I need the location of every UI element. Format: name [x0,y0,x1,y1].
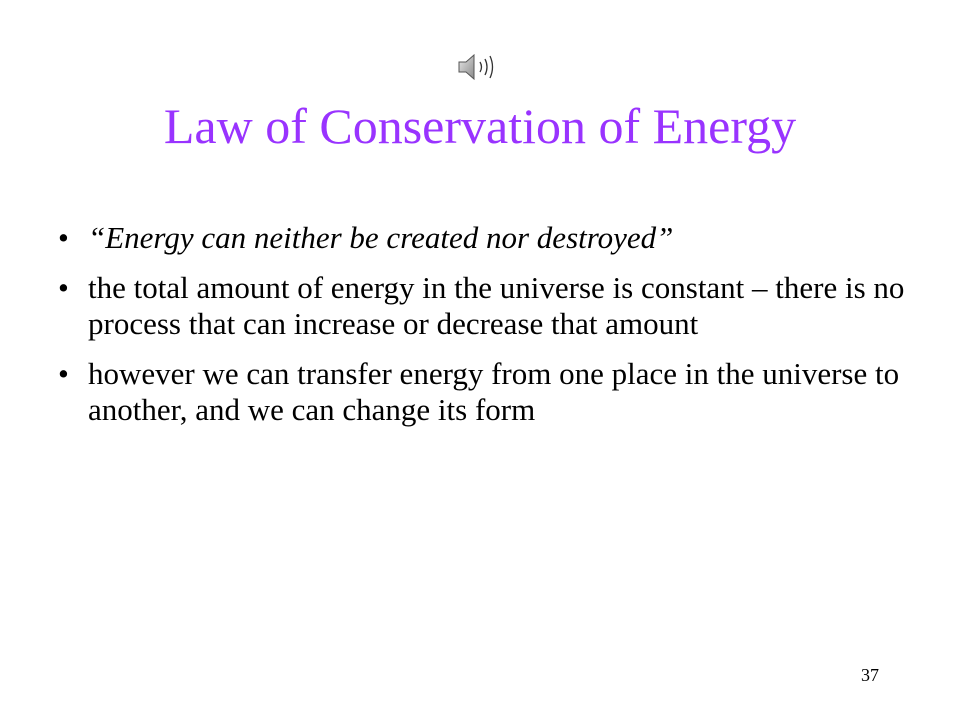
bullet-list [58,220,918,442]
page-number: 37 [861,665,879,685]
speaker-icon[interactable] [456,50,502,84]
bullet-text: “Energy can neither be created nor destroyed” [88,220,674,255]
bullet-item [58,270,918,342]
bullet-mark: • [58,220,69,255]
bullet-text: the total amount of energy in the universe is constant – there is no process that can increase or decrease that amount [88,270,905,341]
bullet-mark: • [58,270,69,305]
bullet-item [58,356,918,428]
bullet-text: however we can transfer energy from one place in the universe to another, and we can change its form [88,356,900,427]
bullet-item [58,220,918,256]
slide-title: Law of Conservation of Energy [163,98,797,154]
bullet-mark: • [58,356,69,391]
